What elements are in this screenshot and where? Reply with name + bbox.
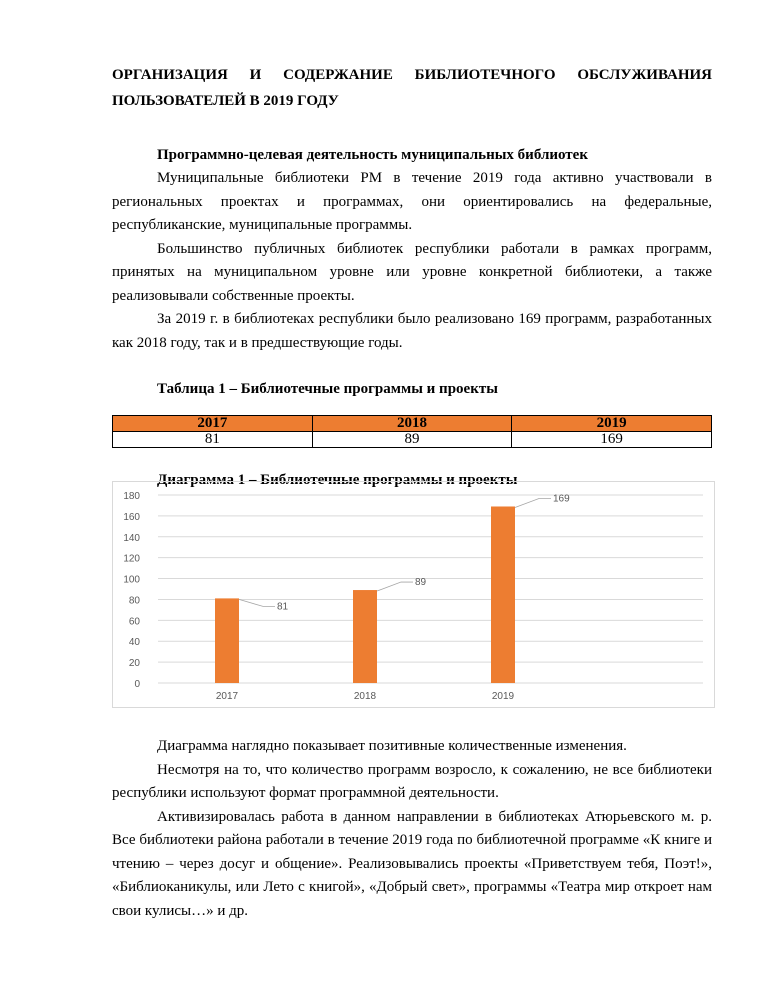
data-label: 89: [415, 577, 427, 589]
paragraph: Муниципальные библиотеки РМ в течение 2019 года активно участвовали в региональных проектах и программах, они ориентировались на федеральные, республиканские, муниципальные программы.: [112, 170, 712, 233]
table-row: [113, 432, 712, 448]
x-tick-label: 2017: [215, 691, 239, 702]
paragraph: Диаграмма наглядно показывает позитивные количественные изменения.: [157, 738, 627, 754]
heading-word: И: [249, 67, 262, 83]
paragraph: Несмотря на то, что количество программ возросло, к сожалению, не все библиотеки республики используют формат программной деятельности.: [112, 761, 712, 801]
y-tick-label: 100: [123, 574, 140, 586]
diagram-caption: Диаграмма 1 – Библиотечные программы и проекты: [157, 472, 518, 488]
paragraph: Большинство публичных библиотек республики работали в рамках программ, принятых на муниципальном уровне или уровне конкретной библиотеки, а также реализовывали собственные проекты.: [112, 240, 712, 304]
y-tick-label: 20: [128, 658, 140, 670]
programs-table: [112, 415, 712, 448]
heading-word: БИБЛИОТЕЧНОГО: [414, 67, 556, 83]
bar: [353, 590, 377, 683]
y-tick-label: 80: [128, 595, 140, 607]
bar-chart: [112, 481, 715, 708]
y-tick-label: 140: [123, 532, 140, 544]
table-cell: 81: [113, 432, 313, 448]
bar: [215, 598, 239, 683]
paragraph: Активизировалась работа в данном направлении в библиотеках Атюрьевского м. р. Все библиотеки района работали в течение 2019 года по библиотечной программе «К книге и чтению – через досуг и общение». Реализовывались проекты «Приветствуем тебя, Поэт!», «Библиоканикулы, или Лето с книгой», «Добрый свет», программы «Театра мир откроет нам свои кулисы…» и др.: [112, 808, 712, 919]
y-tick-label: 160: [123, 511, 140, 523]
data-label-leader: [239, 599, 275, 606]
table-cell: 89: [312, 432, 512, 448]
y-tick-label: 60: [128, 616, 140, 628]
table-header-cell: 2018: [312, 416, 512, 432]
heading-word: ОРГАНИЗАЦИЯ: [112, 67, 228, 83]
heading-word: СОДЕРЖАНИЕ: [283, 67, 393, 83]
table-header-cell: 2017: [113, 416, 313, 432]
data-label-leader: [377, 582, 413, 591]
y-tick-label: 180: [123, 491, 140, 502]
table-header-cell: 2019: [512, 416, 712, 432]
chart-svg: [113, 482, 714, 707]
document-heading: [112, 62, 712, 114]
heading-line-2: ПОЛЬЗОВАТЕЛЕЙ В 2019 ГОДУ: [112, 93, 339, 109]
x-tick-label: 2018: [353, 691, 377, 702]
y-tick-label: 40: [128, 637, 140, 649]
table-caption: Таблица 1 – Библиотечные программы и проекты: [157, 381, 498, 397]
y-tick-label: 0: [134, 679, 140, 690]
y-tick-label: 120: [123, 553, 140, 565]
paragraph: За 2019 г. в библиотеках республики было реализовано 169 программ, разработанных как 2018 году, так и в предшествующие годы.: [112, 311, 712, 351]
data-label-leader: [515, 498, 551, 507]
document-body: [112, 62, 712, 492]
section-title: Программно-целевая деятельность муниципальных библиотек: [157, 147, 588, 163]
table-header-row: [113, 416, 712, 432]
data-label: 169: [553, 493, 570, 505]
x-tick-label: 2019: [491, 691, 515, 702]
data-label: 81: [277, 601, 289, 613]
table-cell: 169: [512, 432, 712, 448]
bar: [491, 506, 515, 683]
document-body-continued: [112, 735, 712, 923]
heading-word: ОБСЛУЖИВАНИЯ: [577, 67, 712, 83]
